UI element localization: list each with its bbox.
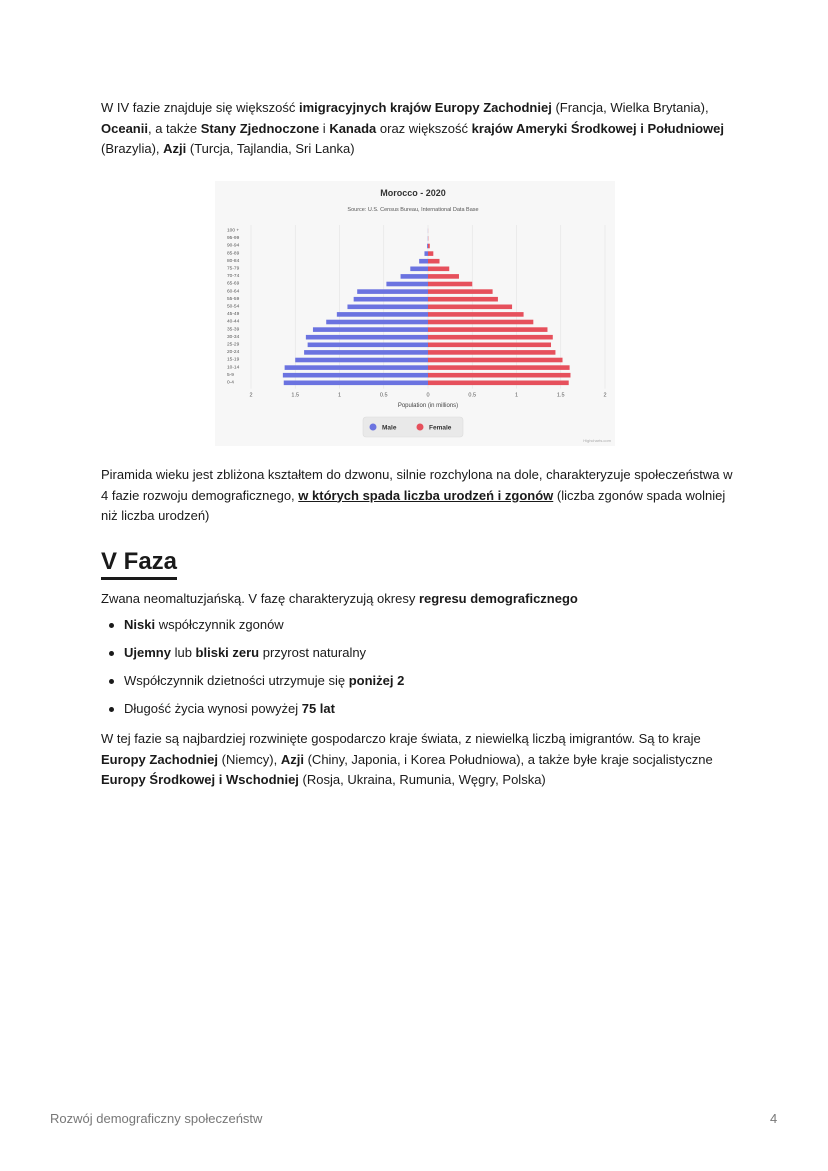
x-axis-title: Population (in millions) (397, 403, 459, 409)
male-bar[interactable] (308, 343, 428, 348)
male-bar[interactable] (357, 289, 428, 294)
y-tick-label: 55-59 (227, 296, 240, 302)
chart-subtitle: Source: U.S. Census Bureau, International Data Base (347, 207, 479, 213)
y-tick-label: 20-24 (227, 350, 240, 356)
y-tick-label: 15-19 (227, 357, 240, 363)
section-heading-v-faza: V Faza (101, 548, 177, 580)
y-tick-label: 50-54 (227, 304, 240, 310)
y-tick-label: 0-4 (227, 380, 234, 386)
x-tick-label: 0 (426, 392, 430, 399)
y-tick-label: 35-39 (227, 327, 240, 333)
x-tick-label: 2 (603, 392, 607, 399)
y-tick-label: 60-64 (227, 289, 240, 295)
legend-male-label[interactable]: Male (382, 424, 397, 432)
female-bar[interactable] (428, 305, 512, 310)
y-tick-label: 10-14 (227, 365, 240, 371)
female-bar[interactable] (428, 320, 533, 325)
y-tick-label: 65-69 (227, 281, 240, 287)
female-bar[interactable] (428, 274, 459, 279)
y-tick-label: 70-74 (227, 274, 240, 280)
male-bar[interactable] (304, 350, 428, 355)
footer-document-title: Rozwój demograficzny społeczeństw (50, 1111, 263, 1126)
female-bar[interactable] (428, 335, 553, 340)
female-bar[interactable] (428, 251, 433, 256)
male-bar[interactable] (285, 365, 428, 370)
male-bar[interactable] (347, 305, 428, 310)
male-bar[interactable] (354, 297, 428, 302)
male-bar[interactable] (284, 381, 428, 386)
chart-title: Morocco - 2020 (380, 188, 446, 198)
highlight-link[interactable]: w których spada liczba urodzeń i zgonów (298, 487, 554, 503)
y-tick-label: 40-44 (227, 319, 240, 325)
female-bar[interactable] (428, 365, 570, 370)
paragraph-phase-5-intro: Zwana neomaltuzjańską. V fazę charakteryzują okresy regresu demograficznego (101, 591, 578, 606)
y-tick-label: 80-84 (227, 258, 240, 264)
female-bar[interactable] (428, 282, 472, 287)
y-tick-label: 5-9 (227, 372, 234, 378)
legend-female-label[interactable]: Female (429, 424, 452, 432)
female-bar[interactable] (428, 343, 551, 348)
female-bar[interactable] (428, 358, 563, 363)
female-bar[interactable] (428, 297, 498, 302)
male-bar[interactable] (326, 320, 428, 325)
y-tick-label: 100 + (227, 228, 240, 234)
legend-female-marker[interactable] (417, 424, 424, 431)
female-bar[interactable] (428, 244, 430, 249)
y-tick-label: 95-99 (227, 236, 240, 242)
male-bar[interactable] (313, 327, 428, 332)
male-bar[interactable] (427, 244, 428, 249)
x-tick-label: 0.5 (468, 392, 477, 399)
male-bar[interactable] (306, 335, 428, 340)
y-tick-label: 85-89 (227, 251, 240, 257)
paragraph-phase-4-countries: W IV fazie znajduje się większość imigracyjnych krajów Europy Zachodniej (Francja, Wielka Brytania), Oceanii, a także Stany Zjednoczone i Kanada oraz większość krajów Ameryki Środkowej i Południowej (Brazylia), Azji (Turcja, Tajlandia, Sri Lanka) (101, 100, 725, 156)
x-tick-label: 0.5 (379, 392, 388, 399)
paragraph-pyramid-description: Piramida wieku jest zbliżona kształtem do dzwonu, silnie rozchylona na dole, charakteryzuje społeczeństwa w 4 fazie rozwoju demograficznego, w których spada liczba urodzeń i zgonów (liczba zgonów spada wolniej niż liczba urodzeń) (101, 467, 733, 523)
female-bar[interactable] (428, 381, 569, 386)
male-bar[interactable] (401, 274, 428, 279)
male-bar[interactable] (386, 282, 428, 287)
y-tick-label: 25-29 (227, 342, 240, 348)
list-item: Długość życia wynosi powyżej 75 lat (101, 698, 701, 726)
y-tick-label: 45-49 (227, 312, 240, 318)
male-bar[interactable] (410, 267, 428, 272)
female-bar[interactable] (428, 350, 555, 355)
female-bar[interactable] (428, 327, 547, 332)
female-bar[interactable] (428, 373, 570, 378)
female-bar[interactable] (428, 312, 524, 317)
male-bar[interactable] (424, 251, 428, 256)
chart-credits[interactable]: Highcharts.com (583, 438, 611, 443)
bullet-list (101, 614, 701, 726)
female-bar[interactable] (428, 289, 493, 294)
x-tick-label: 1.5 (291, 392, 300, 399)
y-tick-label: 90-94 (227, 243, 240, 249)
female-bar[interactable] (428, 259, 440, 264)
male-bar[interactable] (419, 259, 428, 264)
x-tick-label: 1 (337, 392, 342, 399)
y-tick-label: 30-34 (227, 334, 240, 340)
y-tick-label: 75-79 (227, 266, 240, 272)
x-tick-label: 2 (249, 392, 253, 399)
list-item: Ujemny lub bliski zeru przyrost naturalny (101, 642, 701, 670)
x-tick-label: 1.5 (556, 392, 565, 399)
population-pyramid-chart (215, 181, 615, 446)
male-bar[interactable] (295, 358, 428, 363)
legend-male-marker[interactable] (370, 424, 377, 431)
list-item: Niski współczynnik zgonów (101, 614, 701, 642)
pyramid-svg (215, 181, 615, 446)
footer-page-number: 4 (770, 1111, 778, 1126)
male-bar[interactable] (337, 312, 428, 317)
x-tick-label: 1 (514, 392, 519, 399)
female-bar[interactable] (428, 267, 449, 272)
male-bar[interactable] (283, 373, 428, 378)
paragraph-phase-5-countries: W tej fazie są najbardziej rozwinięte gospodarczo kraje świata, z niewielką liczbą imigrantów. Są to kraje Europy Zachodniej (Niemcy), Azji (Chiny, Japonia, i Korea Południowa), a także byłe kraje socjalistyczne Europy Środkowej i Wschodniej (Rosja, Ukraina, Rumunia, Węgry, Polska) (101, 731, 713, 787)
list-item: Współczynnik dzietności utrzymuje się poniżej 2 (101, 670, 701, 698)
